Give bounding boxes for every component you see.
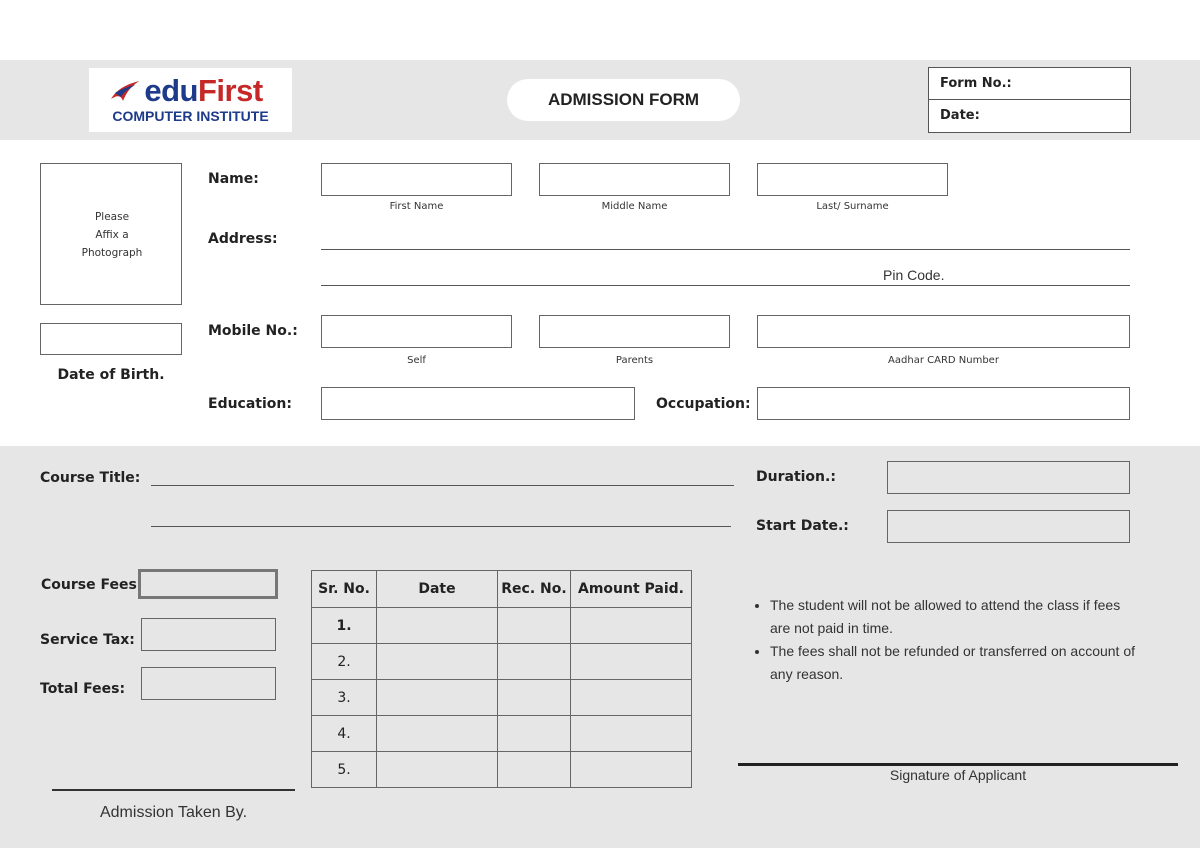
photo-instructions	[41, 208, 183, 262]
first-name-caption: First Name	[389, 201, 444, 212]
column-header-amount-paid: Amount Paid.	[571, 571, 692, 608]
last-name-field[interactable]	[757, 163, 948, 196]
course-fees-label: Course Fees	[41, 577, 137, 593]
course-fees-field[interactable]	[138, 569, 278, 599]
form-number-label: Form No.:	[940, 76, 1012, 91]
terms-notes	[744, 594, 1144, 686]
amount-cell[interactable]	[571, 680, 692, 716]
amount-cell[interactable]	[571, 644, 692, 680]
form-title: ADMISSION FORM	[507, 79, 740, 121]
last-name-caption: Last/ Surname	[816, 201, 889, 212]
amount-cell[interactable]	[571, 608, 692, 644]
form-number-box	[928, 67, 1131, 133]
course-title-line-2[interactable]	[151, 526, 731, 527]
photo-text-line: Photograph	[81, 247, 143, 259]
occupation-field[interactable]	[757, 387, 1130, 420]
service-tax-label: Service Tax:	[40, 632, 135, 648]
middle-name-caption: Middle Name	[601, 201, 668, 212]
column-header-rec-no: Rec. No.	[498, 571, 571, 608]
total-fees-label: Total Fees:	[40, 681, 126, 697]
start-date-field[interactable]	[887, 510, 1130, 543]
sr-no-cell: 3.	[312, 680, 377, 716]
amount-cell[interactable]	[571, 716, 692, 752]
date-cell[interactable]	[377, 716, 498, 752]
table-row	[312, 716, 692, 752]
first-name-field[interactable]	[321, 163, 512, 196]
signature-line[interactable]	[738, 763, 1178, 766]
sr-no-cell: 2.	[312, 644, 377, 680]
admission-taken-by-label: Admission Taken By.	[99, 804, 248, 821]
rec-no-cell[interactable]	[498, 644, 571, 680]
pin-code-label: Pin Code.	[883, 267, 945, 283]
course-title-label: Course Title:	[40, 470, 141, 486]
rec-no-cell[interactable]	[498, 752, 571, 788]
photo-text-line: Affix a	[95, 229, 129, 241]
note-item: • The student will not be allowed to attend the class if fees are not paid in time.	[770, 594, 1144, 640]
total-fees-field[interactable]	[141, 667, 276, 700]
form-number-field[interactable]	[929, 68, 1130, 100]
mobile-parents-field[interactable]	[539, 315, 730, 348]
table-row	[312, 680, 692, 716]
logo-brand	[89, 74, 292, 108]
sr-no-cell: 4.	[312, 716, 377, 752]
table-row	[312, 608, 692, 644]
form-date-field[interactable]	[929, 100, 1130, 131]
duration-label: Duration.:	[756, 469, 836, 485]
table-row	[312, 644, 692, 680]
address-label: Address:	[208, 231, 278, 247]
admission-taken-by-line[interactable]	[52, 789, 295, 791]
occupation-label: Occupation:	[656, 396, 751, 412]
education-label: Education:	[208, 396, 292, 412]
logo-brand-first: First	[197, 73, 263, 108]
mobile-parents-caption: Parents	[615, 355, 654, 366]
note-item: • The fees shall not be refunded or transferred on account of any reason.	[770, 640, 1144, 686]
table-row	[312, 752, 692, 788]
form-date-label: Date:	[940, 108, 980, 123]
logo-brand-edu: edu	[144, 73, 198, 108]
course-title-line-1[interactable]	[151, 485, 734, 486]
middle-name-field[interactable]	[539, 163, 730, 196]
address-line-1[interactable]	[321, 249, 1130, 250]
address-line-2[interactable]	[321, 285, 1130, 286]
date-of-birth-field[interactable]	[40, 323, 182, 355]
amount-cell[interactable]	[571, 752, 692, 788]
sr-no-cell: 5.	[312, 752, 377, 788]
education-field[interactable]	[321, 387, 635, 420]
mobile-self-caption: Self	[407, 355, 426, 366]
payment-table	[311, 570, 692, 788]
photo-box[interactable]	[40, 163, 182, 305]
edufirst-logo	[89, 68, 292, 132]
duration-field[interactable]	[887, 461, 1130, 494]
table-header-row	[312, 571, 692, 608]
photo-text-line: Please	[94, 211, 130, 223]
column-header-sr-no: Sr. No.	[312, 571, 377, 608]
date-cell[interactable]	[377, 680, 498, 716]
rec-no-cell[interactable]	[498, 680, 571, 716]
rec-no-cell[interactable]	[498, 716, 571, 752]
sr-no-cell: 1.	[312, 608, 377, 644]
service-tax-field[interactable]	[141, 618, 276, 651]
date-cell[interactable]	[377, 608, 498, 644]
date-of-birth-label: Date of Birth.	[57, 367, 165, 383]
logo-subtitle: COMPUTER INSTITUTE	[112, 108, 269, 124]
signature-label: Signature of Applicant	[889, 767, 1027, 783]
aadhar-number-field[interactable]	[757, 315, 1130, 348]
aadhar-caption: Aadhar CARD Number	[888, 355, 999, 366]
column-header-date: Date	[377, 571, 498, 608]
start-date-label: Start Date.:	[756, 518, 849, 534]
rec-no-cell[interactable]	[498, 608, 571, 644]
date-cell[interactable]	[377, 752, 498, 788]
date-cell[interactable]	[377, 644, 498, 680]
mobile-label: Mobile No.:	[208, 323, 298, 339]
mobile-self-field[interactable]	[321, 315, 512, 348]
name-label: Name:	[208, 171, 259, 187]
